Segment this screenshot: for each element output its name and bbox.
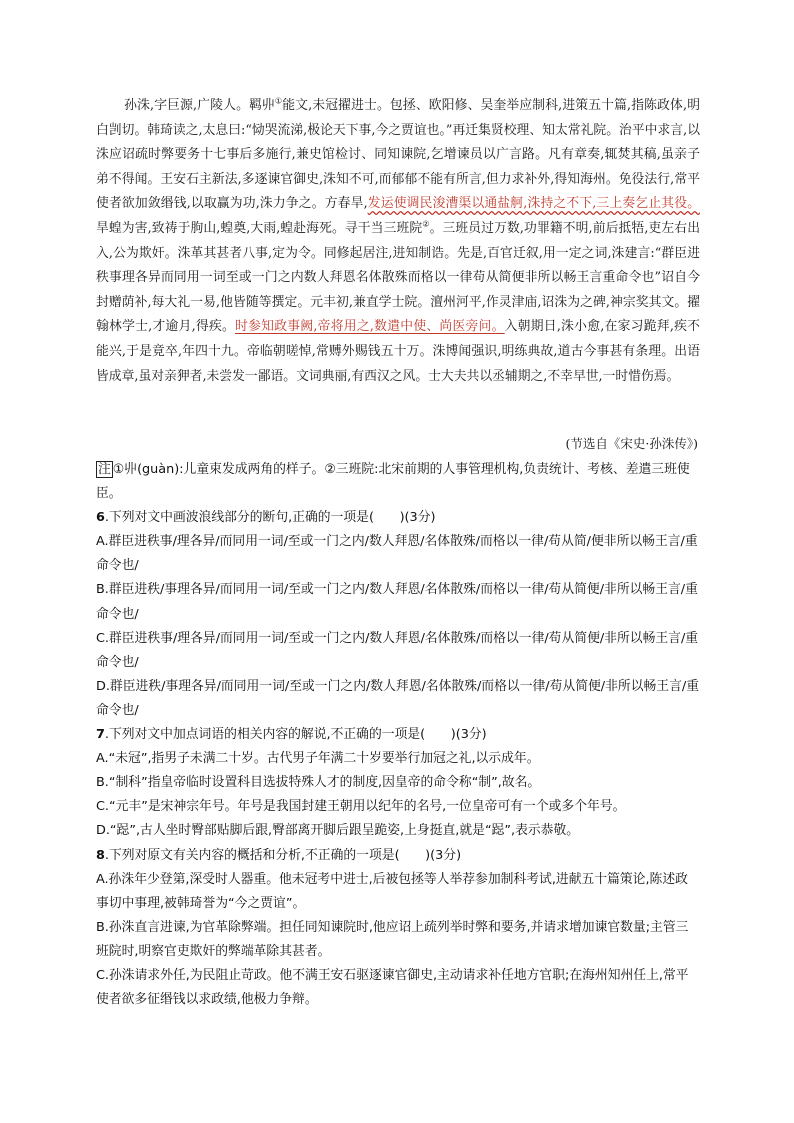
passage-text: ”诏自今封赠荫补,每大礼一易,他皆随等撰定。元丰初,兼直学士院。澶州河平,作灵津庙,诏洙为之碑,神宗奖其文。擢翰林学士,才逾月,得疾。 [96,270,701,335]
option-c: C.“元丰”是宋神宗年号。年号是我国封建王朝用以纪年的名号,一位皇帝可有一个或多个年号。 [96,799,626,815]
option-c: C.孙洙请求外任,为民阻止苛政。他不满王安石驱逐谏官御史,主动请求补任地方官职;在海州知州任上,常平使者欲多征缗钱以求政绩,他极力争辩。 [96,967,689,1008]
underlined-sentence: 时参知政事阙,帝将用之,数遣中使、尚医旁问。 [235,319,505,335]
question-8 [96,844,700,868]
note-text: ①丱(guàn):儿童束发成两角的样子。②三班院:北宋前期的人事管理机构,负责统计、考核、差遣三班使臣。 [96,462,690,502]
note-marker: ② [422,219,430,229]
option-b: B.孙洙直言进谏,为官革除弊端。担任同知谏院时,他应诏上疏列举时弊和要务,并请求增加谏官数量;主管三班院时,明察官吏欺奸的弊端革除其甚者。 [96,919,689,959]
option-b: B.群臣进秩/事理各异/而同用一词/至或一门之内/数人拜恩/名体散殊/而格以一律/苟从简便/非所以畅王言/重命令也/ [96,582,698,622]
option-a: A.群臣进秩事/理各异/而同用一词/至或一门之内/数人拜恩/名体散殊/而格以一律/苟从简/便非所以畅王言/重命令也/ [96,534,698,574]
note-marker: ① [274,96,283,106]
option-d: D.群臣进秩/事理各异/而同用一词/至或一门之内/数人拜恩/名体散殊/而格以一律/苟从简便/非所以畅王言/重命令也/ [96,678,699,718]
question-7 [96,723,700,747]
question-number: 6 [96,510,105,526]
passage-text: 孙洙,字巨源,广陵人。羁丱 [124,98,275,113]
question-stem: .下列对原文有关内容的概括和分析,不正确的一项是( )(3分) [104,847,462,863]
option-a: A.“未冠”,指男子未满二十岁。古代男子年满二十岁要举行加冠之礼,以示成年。 [96,751,540,767]
question-6 [96,506,700,530]
punctuation-question-segment: 群臣进秩事理各异而同用一词至或一门之内数人拜恩名体散殊而格以一律苟从简便非所以畅王言重命令也 [96,245,700,286]
passage-text: 入朝期日,洙小愈,在家习跪拜,疾不能兴,于是竟卒,年四十九。帝临朝嗟悼,常赙外赐钱五十万。洙博闻强识,明练典故,道古今事甚有条理。出语皆成章,虽对亲狎者,未尝发一鄙语。文词典丽,有西汉之风。士大夫共以丞辅期之,不幸早世,一时惜伤焉。 [96,319,700,384]
questions-block [96,458,700,1012]
option-c: C.群臣进秩事/理各异/而同用一词/至或一门之内/数人拜恩/名体散殊/而格以一律/苟从简便/非所以畅王言/重命令也/ [96,630,699,670]
question-number: 7 [96,727,105,743]
note-label: 注 [98,462,111,477]
source-citation: (节选自《宋史·孙洙传》) [565,436,698,451]
option-d: D.“跽”,古人坐时臀部贴脚后跟,臀部离开脚后跟呈跪姿,上身挺直,就是“跽”,表示恭敬。 [96,823,580,839]
option-b: B.“制科”指皇帝临时设置科目选拔特殊人才的制度,因皇帝的命令称“制”,故名。 [96,775,541,791]
question-stem: .下列对文中加点词语的相关内容的解说,不正确的一项是( )(3分) [104,727,487,743]
wavy-underlined-sentence: 发运使调民浚漕渠以通盐舸,洙持之不下,三上奏乞止其役。 [367,196,700,212]
classical-passage [96,94,700,389]
passage-text: 。三班员过万数,功罪籍不明,前后抵牾,吏左右出入,公为欺奸。洙革其甚者八事,定为令。同修起居注,进知制诰。先是,百官迁叙,用一定之词,洙建言:“ [96,220,700,261]
passage-text: 能文,未冠擢进士。包拯、欧阳修、吴奎举应制科,进策五十篇,指陈政体,明白剀切。韩琦读之,太息曰:“恸哭流涕,极论天下事,今之贾谊也。”再迁集贤校理、知太常礼院。治平中求言,以洙应诏疏时弊要务十七事后多施行,兼史馆检讨、同知谏院,乞增谏员以广言路。凡有章奏,辄焚其稿,虽亲子弟不得闻。王安石主新法,多逐谏官御史,洙知不可,而郁郁不能有所言,但力求补外,得知海州。免役法行,常平使者欲加敛缗钱,以取赢为功,洙力争之。方春旱, [96,98,701,212]
question-stem: .下列对文中画波浪线部分的断句,正确的一项是( )(3分) [104,510,436,526]
option-a: A.孙洙年少登第,深受时人器重。他未冠考中进士,后被包拯等人举荐参加制科考试,进献五十篇策论,陈述政事切中事理,被韩琦誉为“今之贾谊”。 [96,871,688,911]
passage-text: 旱蝗为害,致祷于朐山,蝗奠,大雨,蝗赴海死。寻干当三班院 [96,220,423,236]
question-number: 8 [96,847,105,863]
footnote [96,458,700,506]
